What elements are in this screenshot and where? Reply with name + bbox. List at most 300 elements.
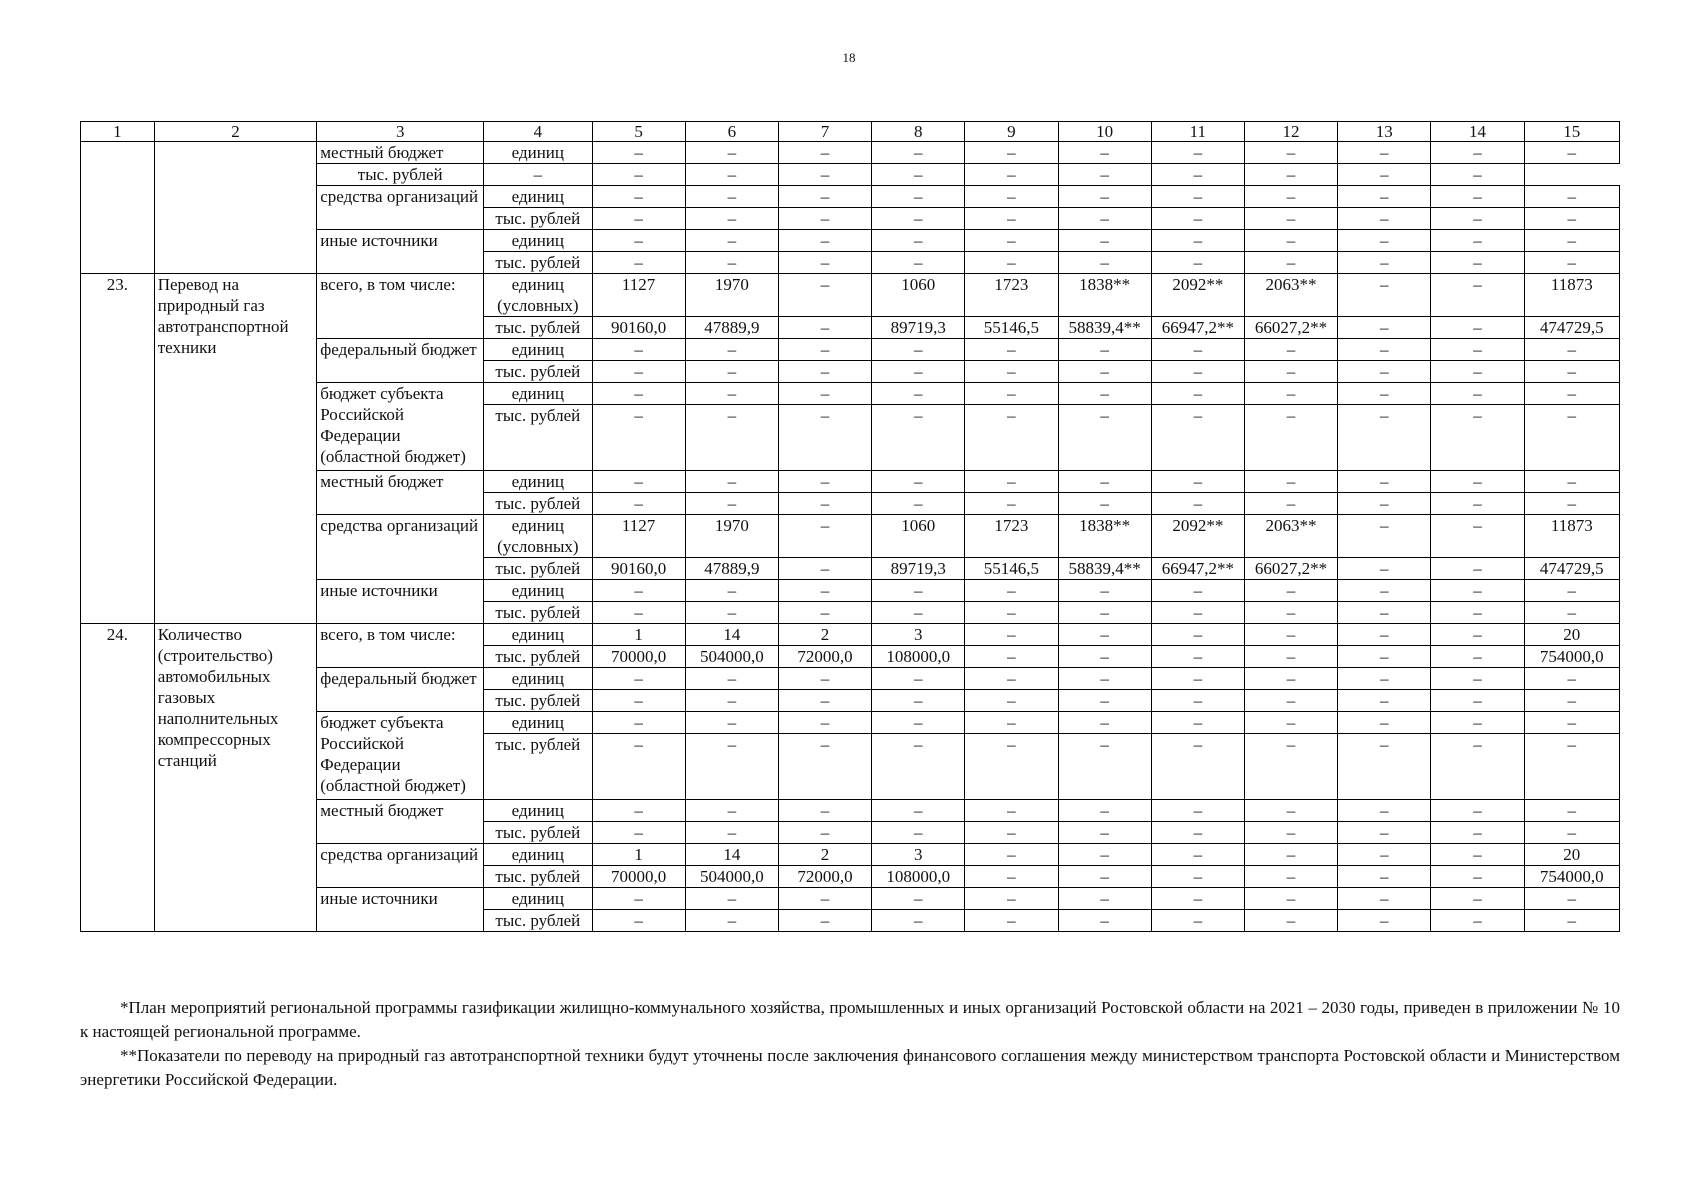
value-cell: –	[778, 361, 871, 383]
value-cell: –	[1524, 186, 1619, 208]
value-cell: –	[965, 602, 1058, 624]
value-cell: 72000,0	[778, 866, 871, 888]
value-cell: –	[592, 580, 685, 602]
value-cell: –	[1058, 910, 1151, 932]
row-name-cell	[154, 142, 317, 274]
source-cell: иные источники	[317, 888, 484, 932]
unit-cell: единиц	[484, 186, 592, 208]
value-cell: –	[778, 734, 871, 800]
column-header: 2	[154, 122, 317, 142]
value-cell: –	[1058, 493, 1151, 515]
value-cell: –	[1431, 888, 1524, 910]
value-cell: –	[872, 208, 965, 230]
value-cell: –	[1058, 602, 1151, 624]
value-cell: –	[1524, 668, 1619, 690]
value-cell: 2063**	[1244, 515, 1337, 558]
value-cell: –	[1524, 690, 1619, 712]
value-cell: –	[1431, 624, 1524, 646]
value-cell: –	[965, 822, 1058, 844]
value-cell: –	[965, 888, 1058, 910]
table-row	[81, 142, 1620, 164]
value-cell: –	[1431, 274, 1524, 317]
value-cell: –	[778, 142, 871, 164]
value-cell: 1060	[872, 515, 965, 558]
column-header: 4	[484, 122, 592, 142]
value-cell: –	[1151, 844, 1244, 866]
value-cell: –	[1151, 580, 1244, 602]
value-cell: 3	[872, 624, 965, 646]
value-cell: –	[778, 405, 871, 471]
value-cell: –	[778, 668, 871, 690]
value-cell: –	[872, 602, 965, 624]
value-cell: –	[1338, 361, 1431, 383]
source-cell: всего, в том числе:	[317, 624, 484, 668]
value-cell: 11873	[1524, 274, 1619, 317]
unit-cell: тыс. рублей	[484, 405, 592, 471]
value-cell: –	[1244, 866, 1337, 888]
value-cell: 1970	[685, 274, 778, 317]
value-cell: –	[1151, 142, 1244, 164]
column-header: 14	[1431, 122, 1524, 142]
value-cell: –	[1058, 646, 1151, 668]
value-cell: –	[965, 844, 1058, 866]
value-cell: –	[965, 668, 1058, 690]
value-cell: 20	[1524, 844, 1619, 866]
value-cell: –	[1151, 888, 1244, 910]
column-header: 10	[1058, 122, 1151, 142]
source-cell: местный бюджет	[317, 800, 484, 844]
value-cell: 47889,9	[685, 317, 778, 339]
value-cell: 90160,0	[592, 558, 685, 580]
source-cell: средства организаций	[317, 515, 484, 580]
value-cell: –	[1244, 471, 1337, 493]
value-cell: –	[685, 602, 778, 624]
value-cell: –	[965, 142, 1058, 164]
value-cell: –	[685, 383, 778, 405]
footnote-1: *План мероприятий региональной программы газификации жилищно-коммунального хозяйства, промышленных и иных организаций Ростовской области на 2021 – 2030 годы, приведен в приложении № 10 к настоящей региональной программе.	[80, 998, 1620, 1041]
value-cell: –	[1431, 493, 1524, 515]
value-cell: 1127	[592, 515, 685, 558]
value-cell: –	[685, 208, 778, 230]
footnotes	[80, 996, 1620, 1092]
page-number: 18	[842, 50, 856, 65]
value-cell: –	[872, 822, 965, 844]
value-cell: –	[965, 866, 1058, 888]
value-cell: –	[1338, 690, 1431, 712]
value-cell: –	[1338, 493, 1431, 515]
source-cell: федеральный бюджет	[317, 339, 484, 383]
value-cell: –	[1058, 361, 1151, 383]
value-cell: 2092**	[1151, 274, 1244, 317]
value-cell: –	[965, 624, 1058, 646]
value-cell: –	[592, 142, 685, 164]
value-cell: –	[872, 910, 965, 932]
value-cell: –	[1244, 668, 1337, 690]
value-cell: –	[965, 910, 1058, 932]
value-cell: –	[1524, 910, 1619, 932]
unit-cell: единиц	[484, 800, 592, 822]
value-cell: –	[872, 142, 965, 164]
value-cell: –	[685, 712, 778, 734]
column-header: 15	[1524, 122, 1619, 142]
value-cell: –	[1431, 844, 1524, 866]
value-cell: –	[778, 471, 871, 493]
column-header: 7	[778, 122, 871, 142]
column-header: 5	[592, 122, 685, 142]
unit-cell: тыс. рублей	[484, 646, 592, 668]
value-cell: –	[1338, 383, 1431, 405]
value-cell: 72000,0	[778, 646, 871, 668]
value-cell: –	[685, 339, 778, 361]
value-cell: –	[1338, 186, 1431, 208]
value-cell: –	[1244, 339, 1337, 361]
value-cell: 66947,2**	[1151, 317, 1244, 339]
value-cell: –	[1244, 208, 1337, 230]
value-cell: –	[685, 361, 778, 383]
row-number-cell: 23.	[81, 274, 155, 624]
value-cell: –	[592, 252, 685, 274]
value-cell: 2	[778, 624, 871, 646]
value-cell: –	[1338, 274, 1431, 317]
value-cell: –	[685, 822, 778, 844]
value-cell: –	[1244, 383, 1337, 405]
value-cell: –	[1524, 712, 1619, 734]
value-cell: –	[778, 493, 871, 515]
value-cell: –	[685, 910, 778, 932]
value-cell: –	[1151, 230, 1244, 252]
column-header: 3	[317, 122, 484, 142]
value-cell: –	[1244, 844, 1337, 866]
value-cell: –	[1431, 690, 1524, 712]
value-cell: –	[1431, 910, 1524, 932]
value-cell: –	[1338, 558, 1431, 580]
value-cell: 504000,0	[685, 866, 778, 888]
column-header: 1	[81, 122, 155, 142]
value-cell: –	[778, 822, 871, 844]
value-cell: 66027,2**	[1244, 558, 1337, 580]
value-cell: –	[1151, 405, 1244, 471]
value-cell: –	[1338, 866, 1431, 888]
value-cell: 55146,5	[965, 558, 1058, 580]
value-cell: –	[778, 515, 871, 558]
value-cell: 55146,5	[965, 317, 1058, 339]
value-cell: –	[1244, 734, 1337, 800]
value-cell: –	[1151, 383, 1244, 405]
value-cell: –	[965, 383, 1058, 405]
value-cell: –	[1151, 624, 1244, 646]
value-cell: –	[1524, 383, 1619, 405]
value-cell: –	[872, 712, 965, 734]
value-cell: –	[592, 383, 685, 405]
value-cell: –	[965, 252, 1058, 274]
value-cell: –	[1338, 405, 1431, 471]
value-cell: –	[965, 580, 1058, 602]
value-cell: –	[592, 734, 685, 800]
value-cell: –	[1151, 602, 1244, 624]
value-cell: –	[1431, 230, 1524, 252]
value-cell: –	[1058, 186, 1151, 208]
value-cell: –	[1431, 405, 1524, 471]
value-cell: 1723	[965, 274, 1058, 317]
value-cell: –	[1431, 515, 1524, 558]
value-cell: 20	[1524, 624, 1619, 646]
value-cell: –	[1151, 690, 1244, 712]
value-cell: –	[872, 668, 965, 690]
value-cell: –	[965, 800, 1058, 822]
value-cell: –	[778, 910, 871, 932]
value-cell: 1838**	[1058, 515, 1151, 558]
unit-cell: единиц	[484, 471, 592, 493]
unit-cell: тыс. рублей	[484, 866, 592, 888]
value-cell: 90160,0	[592, 317, 685, 339]
value-cell: –	[778, 208, 871, 230]
value-cell: –	[592, 822, 685, 844]
value-cell: –	[1058, 383, 1151, 405]
column-header: 12	[1244, 122, 1337, 142]
value-cell: –	[1431, 580, 1524, 602]
value-cell: –	[965, 208, 1058, 230]
value-cell: 754000,0	[1524, 866, 1619, 888]
value-cell: –	[1338, 142, 1431, 164]
value-cell: –	[1151, 361, 1244, 383]
value-cell: –	[685, 405, 778, 471]
value-cell: –	[1058, 471, 1151, 493]
value-cell: –	[1058, 866, 1151, 888]
value-cell: –	[685, 668, 778, 690]
value-cell: –	[872, 252, 965, 274]
source-cell: всего, в том числе:	[317, 274, 484, 339]
value-cell: –	[1151, 339, 1244, 361]
value-cell: –	[1244, 602, 1337, 624]
value-cell: –	[1058, 230, 1151, 252]
table-row	[81, 122, 1620, 142]
value-cell: 58839,4**	[1058, 558, 1151, 580]
value-cell: 1970	[685, 515, 778, 558]
value-cell: –	[1058, 690, 1151, 712]
value-cell: –	[592, 164, 685, 186]
value-cell: –	[1058, 339, 1151, 361]
value-cell: 1	[592, 624, 685, 646]
value-cell: –	[1058, 142, 1151, 164]
value-cell: –	[685, 493, 778, 515]
value-cell: –	[778, 712, 871, 734]
row-number-cell: 24.	[81, 624, 155, 932]
unit-cell: единиц	[484, 844, 592, 866]
value-cell: –	[872, 800, 965, 822]
column-header: 13	[1338, 122, 1431, 142]
value-cell: –	[1338, 515, 1431, 558]
value-cell: –	[1151, 186, 1244, 208]
value-cell: 58839,4**	[1058, 317, 1151, 339]
value-cell: –	[1431, 317, 1524, 339]
unit-cell: единиц	[484, 339, 592, 361]
value-cell: –	[1151, 668, 1244, 690]
value-cell: –	[778, 888, 871, 910]
unit-cell: тыс. рублей	[484, 602, 592, 624]
row-number-cell	[81, 142, 155, 274]
column-header: 11	[1151, 122, 1244, 142]
value-cell: –	[1524, 734, 1619, 800]
value-cell: –	[1338, 668, 1431, 690]
value-cell: –	[592, 602, 685, 624]
value-cell: –	[1151, 493, 1244, 515]
value-cell: 70000,0	[592, 866, 685, 888]
value-cell: –	[1524, 580, 1619, 602]
value-cell: 2063**	[1244, 274, 1337, 317]
value-cell: –	[872, 580, 965, 602]
value-cell: –	[1338, 888, 1431, 910]
value-cell: –	[1338, 252, 1431, 274]
unit-cell: тыс. рублей	[484, 822, 592, 844]
value-cell: –	[592, 361, 685, 383]
value-cell: –	[592, 888, 685, 910]
value-cell: –	[1524, 822, 1619, 844]
unit-cell: тыс. рублей	[484, 734, 592, 800]
value-cell: –	[1058, 624, 1151, 646]
value-cell: –	[1338, 471, 1431, 493]
financing-table	[80, 121, 1620, 932]
value-cell: –	[1338, 339, 1431, 361]
value-cell: –	[778, 230, 871, 252]
value-cell: –	[1058, 844, 1151, 866]
value-cell: –	[1431, 339, 1524, 361]
value-cell: 66947,2**	[1151, 558, 1244, 580]
value-cell: –	[1431, 734, 1524, 800]
unit-cell: единиц	[484, 712, 592, 734]
unit-cell: единиц (условных)	[484, 515, 592, 558]
value-cell: –	[778, 164, 871, 186]
value-cell: –	[1524, 602, 1619, 624]
value-cell: –	[872, 230, 965, 252]
value-cell: –	[965, 186, 1058, 208]
value-cell: –	[685, 252, 778, 274]
value-cell: –	[965, 339, 1058, 361]
source-cell: иные источники	[317, 230, 484, 274]
value-cell: –	[1244, 361, 1337, 383]
value-cell: –	[1151, 164, 1244, 186]
value-cell: 108000,0	[872, 866, 965, 888]
value-cell: –	[1151, 822, 1244, 844]
value-cell: –	[778, 252, 871, 274]
value-cell: –	[872, 405, 965, 471]
value-cell: –	[965, 690, 1058, 712]
value-cell: –	[1431, 164, 1524, 186]
value-cell: 66027,2**	[1244, 317, 1337, 339]
value-cell: –	[1431, 866, 1524, 888]
value-cell: –	[1244, 800, 1337, 822]
value-cell: 11873	[1524, 515, 1619, 558]
value-cell: –	[1244, 405, 1337, 471]
value-cell: –	[1338, 646, 1431, 668]
value-cell: 14	[685, 624, 778, 646]
value-cell: –	[778, 339, 871, 361]
value-cell: 14	[685, 844, 778, 866]
value-cell: –	[1338, 910, 1431, 932]
value-cell: –	[1524, 471, 1619, 493]
unit-cell: единиц	[484, 142, 592, 164]
value-cell: –	[1244, 164, 1337, 186]
value-cell: –	[965, 493, 1058, 515]
value-cell: 474729,5	[1524, 558, 1619, 580]
value-cell: 89719,3	[872, 317, 965, 339]
value-cell: –	[1244, 252, 1337, 274]
value-cell: –	[484, 164, 592, 186]
value-cell: 754000,0	[1524, 646, 1619, 668]
value-cell: –	[1524, 361, 1619, 383]
value-cell: –	[872, 339, 965, 361]
row-name-cell: Количество (строительство) автомобильных газовых наполнительных компрессорных станций	[154, 624, 317, 932]
value-cell: –	[685, 690, 778, 712]
row-name-cell: Перевод на природный газ автотранспортной техники	[154, 274, 317, 624]
value-cell: –	[1244, 230, 1337, 252]
value-cell: –	[1338, 822, 1431, 844]
value-cell: –	[1058, 252, 1151, 274]
value-cell: –	[592, 186, 685, 208]
value-cell: 1127	[592, 274, 685, 317]
value-cell: –	[1338, 580, 1431, 602]
value-cell: –	[1058, 668, 1151, 690]
value-cell: –	[1431, 712, 1524, 734]
unit-cell: единиц	[484, 383, 592, 405]
value-cell: 108000,0	[872, 646, 965, 668]
value-cell: –	[1151, 208, 1244, 230]
value-cell: –	[965, 361, 1058, 383]
column-header: 9	[965, 122, 1058, 142]
value-cell: –	[592, 493, 685, 515]
value-cell: –	[685, 888, 778, 910]
unit-cell: тыс. рублей	[484, 317, 592, 339]
value-cell: –	[872, 383, 965, 405]
value-cell: –	[1151, 734, 1244, 800]
source-cell: средства организаций	[317, 186, 484, 230]
value-cell: –	[1524, 252, 1619, 274]
value-cell: –	[778, 383, 871, 405]
value-cell: –	[778, 800, 871, 822]
value-cell: 1	[592, 844, 685, 866]
value-cell: –	[1058, 712, 1151, 734]
value-cell: –	[1151, 252, 1244, 274]
value-cell: –	[1244, 493, 1337, 515]
unit-cell: единиц	[484, 230, 592, 252]
value-cell: –	[1524, 800, 1619, 822]
value-cell: –	[1338, 844, 1431, 866]
value-cell: –	[778, 690, 871, 712]
value-cell: –	[965, 471, 1058, 493]
value-cell: –	[1338, 624, 1431, 646]
value-cell: –	[1431, 471, 1524, 493]
value-cell: –	[592, 690, 685, 712]
value-cell: –	[872, 493, 965, 515]
value-cell: –	[592, 668, 685, 690]
value-cell: –	[872, 690, 965, 712]
value-cell: –	[1151, 910, 1244, 932]
value-cell: 2	[778, 844, 871, 866]
value-cell: –	[1244, 646, 1337, 668]
value-cell: –	[1524, 888, 1619, 910]
value-cell: –	[872, 164, 965, 186]
value-cell: –	[1244, 186, 1337, 208]
value-cell: –	[685, 471, 778, 493]
unit-cell: тыс. рублей	[484, 208, 592, 230]
value-cell: –	[1058, 734, 1151, 800]
source-cell: бюджет субъекта Российской Федерации (областной бюджет)	[317, 712, 484, 800]
value-cell: 1723	[965, 515, 1058, 558]
value-cell: –	[1338, 164, 1431, 186]
value-cell: –	[685, 734, 778, 800]
unit-cell: тыс. рублей	[317, 164, 484, 186]
value-cell: –	[872, 186, 965, 208]
value-cell: –	[1058, 580, 1151, 602]
